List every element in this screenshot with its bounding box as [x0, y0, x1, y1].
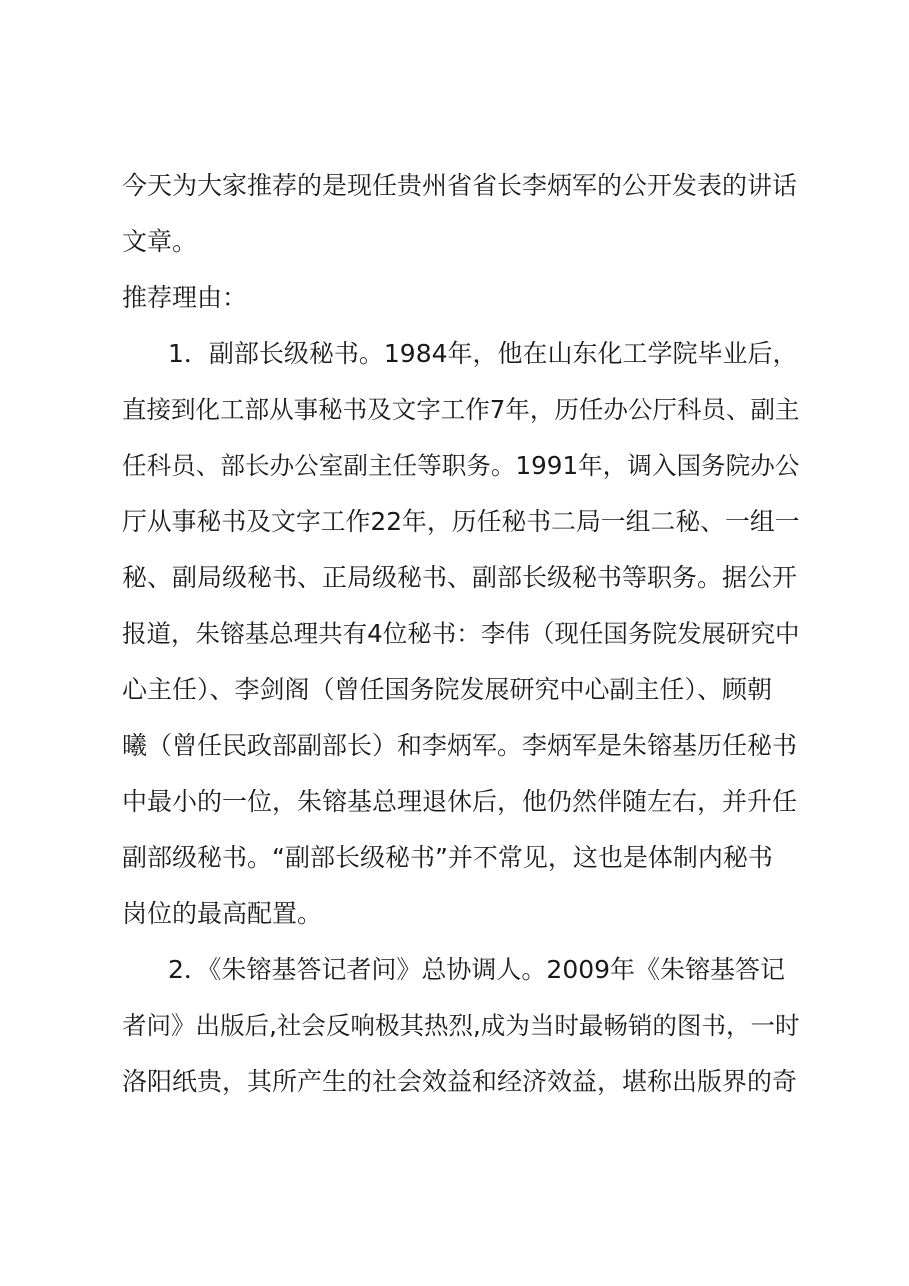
- item1-line-11: 岗位的最高配置。: [122, 899, 323, 928]
- item1-line-10: 副部级秘书。“副部长级秘书”并不常见，这也是体制内秘书: [122, 843, 773, 872]
- item1-line-8: 曦（曾任民政部副部长）和李炳军。李炳军是朱镕基历任秘书: [122, 731, 798, 760]
- item2-line-3: 洛阳纸贵，其所产生的社会效益和经济效益，堪称出版界的奇: [122, 1067, 798, 1096]
- item1-line-3: 任科员、部长办公室副主任等职务。1991年，调入国务院办公: [122, 451, 800, 480]
- item1-line-7: 心主任）、李剑阁（曾任国务院发展研究中心副主任）、顾朝: [122, 675, 773, 704]
- intro-line-2: 文章。: [122, 227, 198, 256]
- item1-line-5: 秘、副局级秘书、正局级秘书、副部长级秘书等职务。据公开: [122, 563, 798, 592]
- item1-line-2: 直接到化工部从事秘书及文字工作7年，历任办公厅科员、副主: [122, 395, 800, 424]
- reason-heading: 推荐理由：: [122, 283, 248, 312]
- item2-line-2: 者问》出版后,社会反响极其热烈,成为当时最畅销的图书，一时: [122, 1011, 800, 1040]
- item2-line-1: 2．《朱镕基答记者问》总协调人。2009年《朱镕基答记: [168, 955, 786, 984]
- item1-line-9: 中最小的一位，朱镕基总理退休后，他仍然伴随左右，并升任: [122, 787, 798, 816]
- intro-line-1: 今天为大家推荐的是现任贵州省省长李炳军的公开发表的讲话: [122, 171, 798, 200]
- item1-line-1: 1．副部长级秘书。1984年，他在山东化工学院毕业后，: [168, 339, 798, 368]
- item1-line-6: 报道，朱镕基总理共有4位秘书：李伟（现任国务院发展研究中: [122, 619, 800, 648]
- item1-line-4: 厅从事秘书及文字工作22年，历任秘书二局一组二秘、一组一: [122, 507, 800, 536]
